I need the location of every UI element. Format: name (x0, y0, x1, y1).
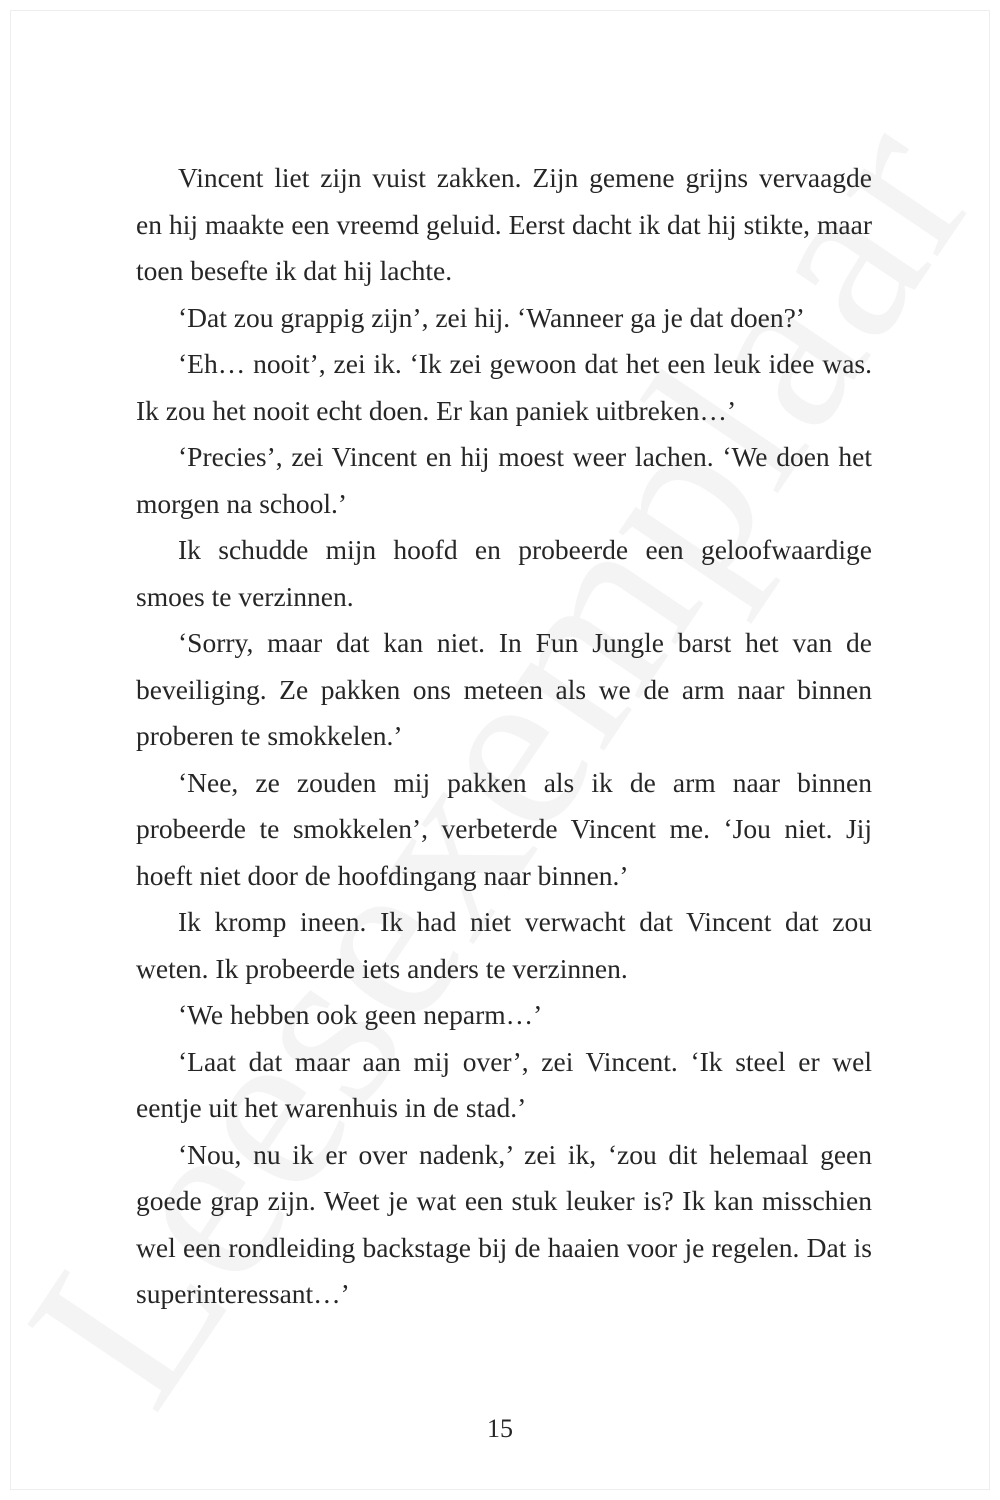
page-text (136, 155, 872, 1318)
paragraph: Ik schudde mijn hoofd en probeerde een geloofwaardige smoes te verzinnen. (136, 534, 872, 612)
paragraph: Vincent liet zijn vuist zakken. Zijn gemene grijns vervaagde en hij maakte een vreemd geluid. Eerst dacht ik dat hij stikte, maar toen besefte ik dat hij lachte. (136, 162, 872, 286)
paragraph: ‘Precies’, zei Vincent en hij moest weer lachen. ‘We doen het morgen na school.’ (136, 441, 872, 519)
paragraph: ‘Laat dat maar aan mij over’, zei Vincent. ‘Ik steel er wel eentje uit het warenhuis in de stad.’ (136, 1045, 872, 1123)
page-number: 15 (487, 1414, 513, 1443)
paragraph: ‘Dat zou grappig zijn’, zei hij. ‘Wanneer ga je dat doen?’ (178, 301, 805, 333)
paragraph: ‘Sorry, maar dat kan niet. In Fun Jungle barst het van de beveiliging. Ze pakken ons meteen als we de arm naar binnen proberen te smokkelen.’ (136, 627, 872, 751)
paragraph: ‘Eh… nooit’, zei ik. ‘Ik zei gewoon dat het een leuk idee was. Ik zou het nooit echt doen. Er kan paniek uitbreken…’ (136, 348, 872, 426)
paragraph: ‘Nee, ze zouden mij pakken als ik de arm naar binnen probeerde te smokkelen’, verbeterde Vincent me. ‘Jou niet. Jij hoeft niet door de hoofdingang naar binnen.’ (136, 766, 872, 891)
paragraph: ‘We hebben ook geen neparm…’ (178, 999, 543, 1030)
paragraph: ‘Nou, nu ik er over nadenk,’ zei ik, ‘zou dit helemaal geen goede grap zijn. Weet je wat een stuk leuker is? Ik kan misschien wel een rondleiding backstage bij de haaien voor je regelen. Dat is superinteressant…’ (136, 1138, 872, 1309)
paragraph: Ik kromp ineen. Ik had niet verwacht dat Vincent dat zou weten. Ik probeerde iets anders te verzinnen. (136, 906, 872, 984)
